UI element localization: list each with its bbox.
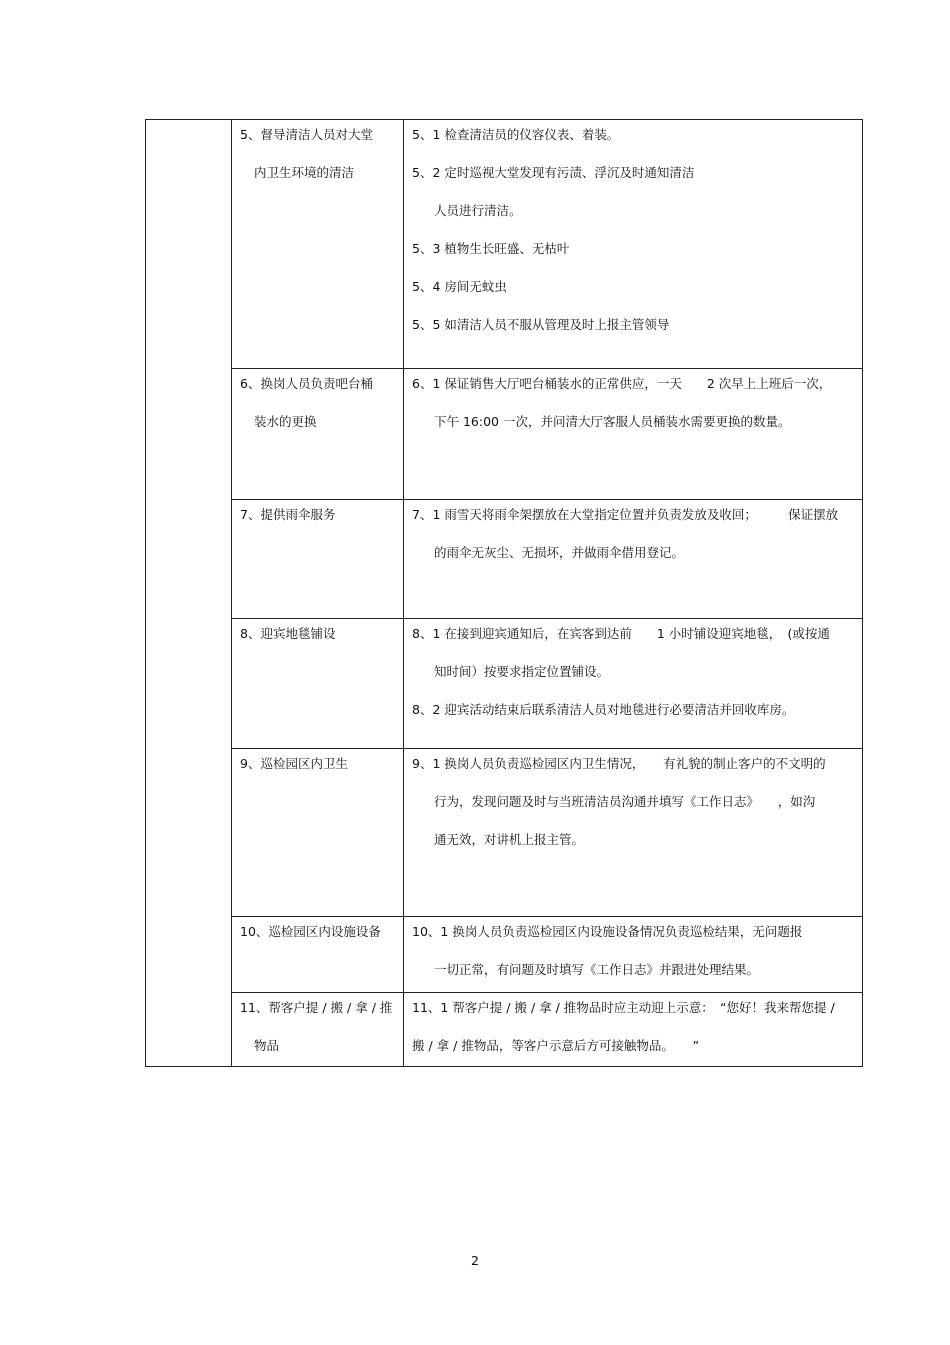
task-cell xyxy=(232,993,404,1067)
standard-text: 下午 16:00 一次，并问清大厅客服人员桶装水需要更换的数量。 xyxy=(434,414,791,429)
table-row xyxy=(146,993,863,1067)
standard-text: 搬 / 拿 / 推物品，等客户示意后方可接触物品。 ” xyxy=(412,1038,700,1053)
standard-text: 5、4 房间无蚊虫 xyxy=(412,279,507,294)
task-cell xyxy=(232,619,404,749)
standard-cell xyxy=(404,749,863,917)
table-row xyxy=(146,500,863,619)
standard-text: 行为，发现问题及时与当班清洁员沟通并填写《工作日志》 ，如沟 xyxy=(434,794,816,809)
standard-text: 10、1 换岗人员负责巡检园区内设施设备情况负责巡检结果，无问题报 xyxy=(412,924,803,939)
task-text: 9、巡检园区内卫生 xyxy=(240,756,348,771)
task-cell xyxy=(232,749,404,917)
standard-text: 通无效，对讲机上报主管。 xyxy=(434,832,585,847)
task-text: 10、巡检园区内设施设备 xyxy=(240,924,381,939)
task-text: 8、迎宾地毯铺设 xyxy=(240,626,336,641)
standard-text: 8、2 迎宾活动结束后联系清洁人员对地毯进行必要清洁并回收库房。 xyxy=(412,702,795,717)
standard-cell xyxy=(404,500,863,619)
standard-cell xyxy=(404,619,863,749)
standard-text: 7、1 雨雪天将雨伞架摆放在大堂指定位置并负责发放及收回； 保证摆放 xyxy=(412,507,839,522)
task-cell xyxy=(232,120,404,369)
table-row xyxy=(146,120,863,369)
task-text: 5、督导清洁人员对大堂 xyxy=(240,127,373,142)
table-row xyxy=(146,369,863,500)
task-text: 11、帮客户提 / 搬 / 拿 / 推 xyxy=(240,1000,393,1015)
task-text: 物品 xyxy=(254,1038,280,1053)
task-cell xyxy=(232,500,404,619)
standard-text: 5、5 如清洁人员不服从管理及时上报主管领导 xyxy=(412,317,670,332)
standard-cell xyxy=(404,917,863,993)
standard-text: 8、1 在接到迎宾通知后，在宾客到达前 1 小时铺设迎宾地毯， (或按通 xyxy=(412,626,830,641)
standard-text: 11、1 帮客户提 / 搬 / 拿 / 推物品时应主动迎上示意： “您好！我来帮您提 / xyxy=(412,1000,835,1015)
standard-text: 9、1 换岗人员负责巡检园区内卫生情况， 有礼貌的制止客户的不文明的 xyxy=(412,756,826,771)
standard-text: 5、2 定时巡视大堂发现有污渍、浮沉及时通知清洁 xyxy=(412,165,695,180)
standard-cell xyxy=(404,120,863,369)
standard-text: 知时间）按要求指定位置铺设。 xyxy=(434,664,610,679)
standard-text: 5、3 植物生长旺盛、无枯叶 xyxy=(412,241,570,256)
standard-cell xyxy=(404,369,863,500)
duties-table xyxy=(145,119,863,1067)
task-text: 装水的更换 xyxy=(254,414,317,429)
task-text: 7、提供雨伞服务 xyxy=(240,507,336,522)
task-text: 6、换岗人员负责吧台桶 xyxy=(240,376,373,391)
category-cell xyxy=(146,120,232,1067)
task-cell xyxy=(232,369,404,500)
task-cell xyxy=(232,917,404,993)
standard-text: 6、1 保证销售大厅吧台桶装水的正常供应，一天 2 次早上上班后一次， xyxy=(412,376,832,391)
table-row xyxy=(146,917,863,993)
standard-text: 的雨伞无灰尘、无损坏，并做雨伞借用登记。 xyxy=(434,545,685,560)
standard-text: 一切正常，有问题及时填写《工作日志》并跟进处理结果。 xyxy=(434,962,760,977)
page-number: 2 xyxy=(471,1253,479,1268)
standard-text: 5、1 检查清洁员的仪容仪表、着装。 xyxy=(412,127,620,142)
table-row xyxy=(146,749,863,917)
table-row xyxy=(146,619,863,749)
standard-text: 人员进行清洁。 xyxy=(434,203,522,218)
task-text: 内卫生环境的清洁 xyxy=(254,165,355,180)
standard-cell xyxy=(404,993,863,1067)
